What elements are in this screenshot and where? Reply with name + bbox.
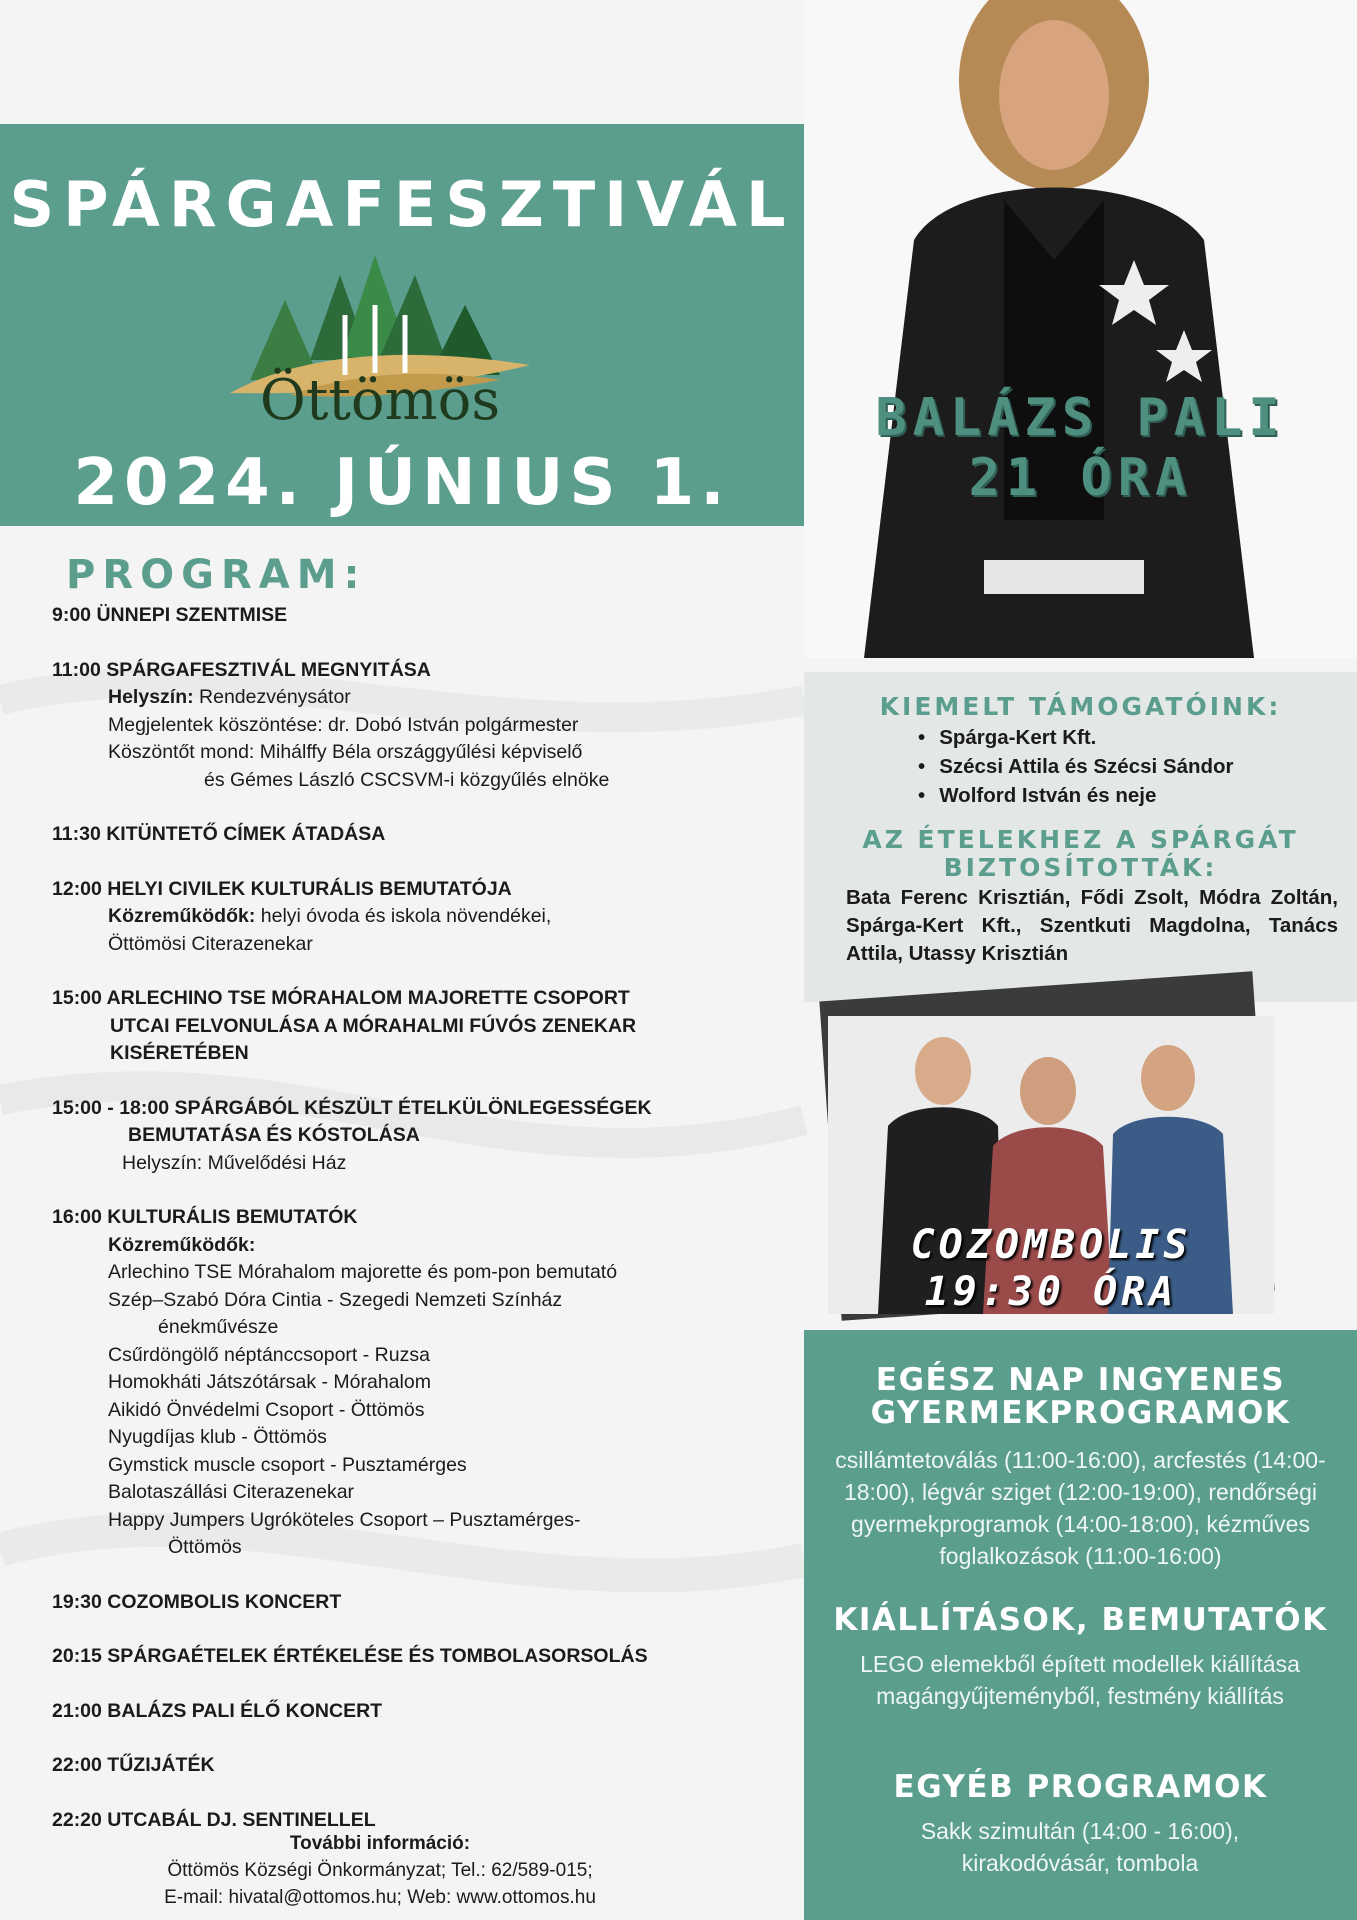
- program-item-title: [52, 1643, 752, 1671]
- program-item-title: [52, 1698, 752, 1726]
- headliner-photo: [804, 0, 1357, 658]
- program-line-text: 12:00 HELYI CIVILEK KULTURÁLIS BEMUTATÓJA: [52, 877, 512, 900]
- program-item-detail: [52, 1314, 752, 1342]
- program-line-text: 20:15 SPÁRGAÉTELEK ÉRTÉKELÉSE ÉS TOMBOLASORSOLÁS: [52, 1645, 648, 1667]
- singer-illustration: [804, 0, 1357, 658]
- band-time: 19:30 ÓRA: [924, 1269, 1178, 1314]
- program-item: [52, 657, 752, 795]
- program-item-detail: [52, 712, 752, 740]
- sponsor-item: • Szécsi Attila és Szécsi Sándor: [918, 752, 1234, 781]
- band-photo: [828, 1016, 1274, 1314]
- sponsor-item: • Wolford István és neje: [918, 781, 1234, 810]
- program-item-detail: [52, 1232, 752, 1260]
- program-detail-label: Közreműködők:: [108, 905, 256, 927]
- program-item-detail: [52, 1369, 752, 1397]
- asparagus-heading-line1: AZ ÉTELEKHEZ A SPÁRGÁT: [862, 825, 1299, 854]
- program-item-detail: [52, 1122, 752, 1150]
- program-item-detail: [52, 931, 752, 959]
- program-line-text: Nyugdíjas klub - Öttömös: [108, 1426, 327, 1448]
- program-item-detail: [52, 1452, 752, 1480]
- program-line-text: Balotaszállási Citerazenekar: [108, 1481, 355, 1503]
- program-line-text: 15:00 - 18:00 SPÁRGÁBÓL KÉSZÜLT ÉTELKÜLÖNLEGESSÉGEK: [52, 1096, 652, 1119]
- sponsor-list: [918, 723, 1234, 810]
- program-line-text: BEMUTATÁSA ÉS KÓSTOLÁSA: [128, 1124, 420, 1146]
- program-line-text: 11:00 SPÁRGAFESZTIVÁL MEGNYITÁSA: [52, 658, 431, 681]
- program-item-detail: [52, 767, 752, 795]
- program-line-text: és Gémes László CSCSVM-i közgyűlés elnöke: [204, 768, 610, 791]
- festival-date: 2024. JÚNIUS 1.: [73, 446, 731, 520]
- program-line-text: 19:30 COZOMBOLIS KONCERT: [52, 1590, 342, 1613]
- program-item-title: [52, 1752, 752, 1780]
- program-line-text: Megjelentek köszöntése: dr. Dobó István polgármester: [108, 713, 579, 736]
- program-line-text: 15:00 ARLECHINO TSE MÓRAHALOM MAJORETTE CSOPORT: [52, 987, 630, 1009]
- festival-title: SPÁRGAFESZTIVÁL: [9, 168, 795, 241]
- program-item-detail: [52, 1013, 752, 1041]
- program-line-text: Öttömösi Citerazenekar: [108, 932, 313, 955]
- program-item-detail: [52, 1479, 752, 1507]
- program-line-text: 21:00 BALÁZS PALI ÉLŐ KONCERT: [52, 1699, 383, 1722]
- program-item-detail: [52, 1150, 752, 1178]
- program-item-detail: [52, 1342, 752, 1370]
- footer-info: [130, 1832, 630, 1911]
- program-line-text: Arlechino TSE Mórahalom majorette és pom-pon bemutató: [108, 1261, 618, 1283]
- program-item: [52, 1589, 752, 1617]
- program-item-detail: [52, 684, 752, 712]
- other-heading: EGYÉB PROGRAMOK: [893, 1769, 1268, 1805]
- program-line-text: Happy Jumpers Ugróköteles Csoport – Pusztamérges-: [108, 1508, 581, 1531]
- program-line-text: Rendezvénysátor: [193, 686, 351, 708]
- band-name: COZOMBOLIS: [910, 1222, 1192, 1268]
- program-line-text: KISÉRETÉBEN: [110, 1042, 249, 1064]
- program-line-text: helyi óvoda és iskola növendékei,: [255, 905, 552, 927]
- program-item: [52, 876, 752, 959]
- program-item-title: [52, 876, 752, 904]
- program-item-title: [52, 1095, 752, 1123]
- program-item: [52, 821, 752, 849]
- sponsors-heading: KIEMELT TÁMOGATÓINK:: [879, 692, 1282, 721]
- sponsor-item: • Spárga-Kert Kft.: [918, 723, 1234, 752]
- program-line-text: Csűrdöngölő néptánccsoport - Ruzsa: [108, 1343, 430, 1366]
- logo-text: Öttömös: [259, 368, 501, 433]
- exhibit-heading: KIÁLLÍTÁSOK, BEMUTATÓK: [833, 1602, 1328, 1638]
- headliner-name: BALÁZS PALI: [875, 388, 1286, 448]
- program-item: [52, 1204, 752, 1562]
- footer-title: További információ:: [289, 1833, 471, 1854]
- program-item-detail: [52, 903, 752, 931]
- program-line-text: Gymstick muscle csoport - Pusztamérges: [108, 1453, 467, 1476]
- program-item-detail: [52, 1040, 752, 1068]
- program-item-title: [52, 985, 752, 1013]
- program-line-text: Szép–Szabó Dóra Cintia - Szegedi Nemzeti Színház: [108, 1288, 563, 1311]
- program-line-text: 22:00 TŰZIJÁTÉK: [52, 1754, 215, 1776]
- asparagus-heading-line2: BIZTOSÍTOTTÁK:: [943, 853, 1218, 882]
- program-item-detail: [52, 1507, 752, 1535]
- kids-text: csillámtetoválás (11:00-16:00), arcfestés (14:00-18:00), légvár sziget (12:00-19:00), rendőrségi gyermekprogramok (14:00-18:00), kézműves foglalkozások (11:00-16:00): [835, 1447, 1326, 1569]
- program-line-text: énekművésze: [158, 1316, 279, 1338]
- exhibit-text: LEGO elemekből épített modellek kiállítása magángyűjteményből, festmény kiállítás: [860, 1651, 1300, 1709]
- program-line-text: Közreműködők:: [108, 1233, 256, 1256]
- program-line-text: Aikidó Önvédelmi Csoport - Öttömös: [108, 1398, 425, 1421]
- program-item-title: [52, 1204, 752, 1232]
- program-item-title: [52, 657, 752, 685]
- program-item: [52, 1643, 752, 1671]
- program-line-text: 22:20 UTCABÁL DJ. SENTINELLEL: [52, 1808, 376, 1831]
- program-line-text: 9:00 ÜNNEPI SZENTMISE: [52, 604, 288, 626]
- program-line-text: Homokháti Játszótársak - Mórahalom: [108, 1371, 431, 1393]
- footer-contact-web: E-mail: hivatal@ottomos.hu; Web: www.ottomos.hu: [164, 1887, 596, 1908]
- headliner-time: 21 ÓRA: [968, 448, 1193, 508]
- program-item: [52, 1095, 752, 1178]
- program-item: [52, 1698, 752, 1726]
- program-item-title: [52, 1589, 752, 1617]
- program-item: [52, 985, 752, 1068]
- program-line-text: Öttömös: [168, 1536, 242, 1558]
- asparagus-providers: Bata Ferenc Krisztián, Fődi Zsolt, Módra Zoltán, Spárga-Kert Kft., Szentkuti Magdolna, Tanács Attila, Utassy Krisztián: [846, 886, 1338, 965]
- program-item: [52, 1752, 752, 1780]
- program-item-detail: [52, 1287, 752, 1315]
- program-line-text: 11:30 KITÜNTETŐ CÍMEK ÁTADÁSA: [52, 823, 386, 845]
- program-item-detail: [52, 739, 752, 767]
- program-item-detail: [52, 1424, 752, 1452]
- program-line-text: 16:00 KULTURÁLIS BEMUTATÓK: [52, 1206, 358, 1228]
- program-item: [52, 602, 752, 630]
- other-text: Sakk szimultán (14:00 - 16:00), kirakodóvásár, tombola: [920, 1818, 1240, 1876]
- program-line-text: UTCAI FELVONULÁSA A MÓRAHALMI FÚVÓS ZENEKAR: [110, 1014, 637, 1037]
- program-heading: PROGRAM:: [66, 552, 367, 598]
- program-item-title: [52, 602, 752, 630]
- kids-heading-line1: EGÉSZ NAP INGYENES: [875, 1362, 1286, 1398]
- program-line-text: Helyszín: Művelődési Ház: [122, 1151, 347, 1174]
- program-item-detail: [52, 1259, 752, 1287]
- program-item-title: [52, 821, 752, 849]
- footer-contact-phone: Öttömös Községi Önkormányzat; Tel.: 62/589-015;: [167, 1860, 593, 1881]
- program-detail-label: Helyszín:: [108, 686, 194, 708]
- program-line-text: Köszöntőt mond: Mihálffy Béla országgyűlési képviselő: [108, 741, 583, 763]
- program-item-detail: [52, 1534, 752, 1562]
- program-list: [52, 602, 752, 1861]
- kids-heading-line2: GYERMEKPROGRAMOK: [870, 1395, 1291, 1431]
- program-item-detail: [52, 1397, 752, 1425]
